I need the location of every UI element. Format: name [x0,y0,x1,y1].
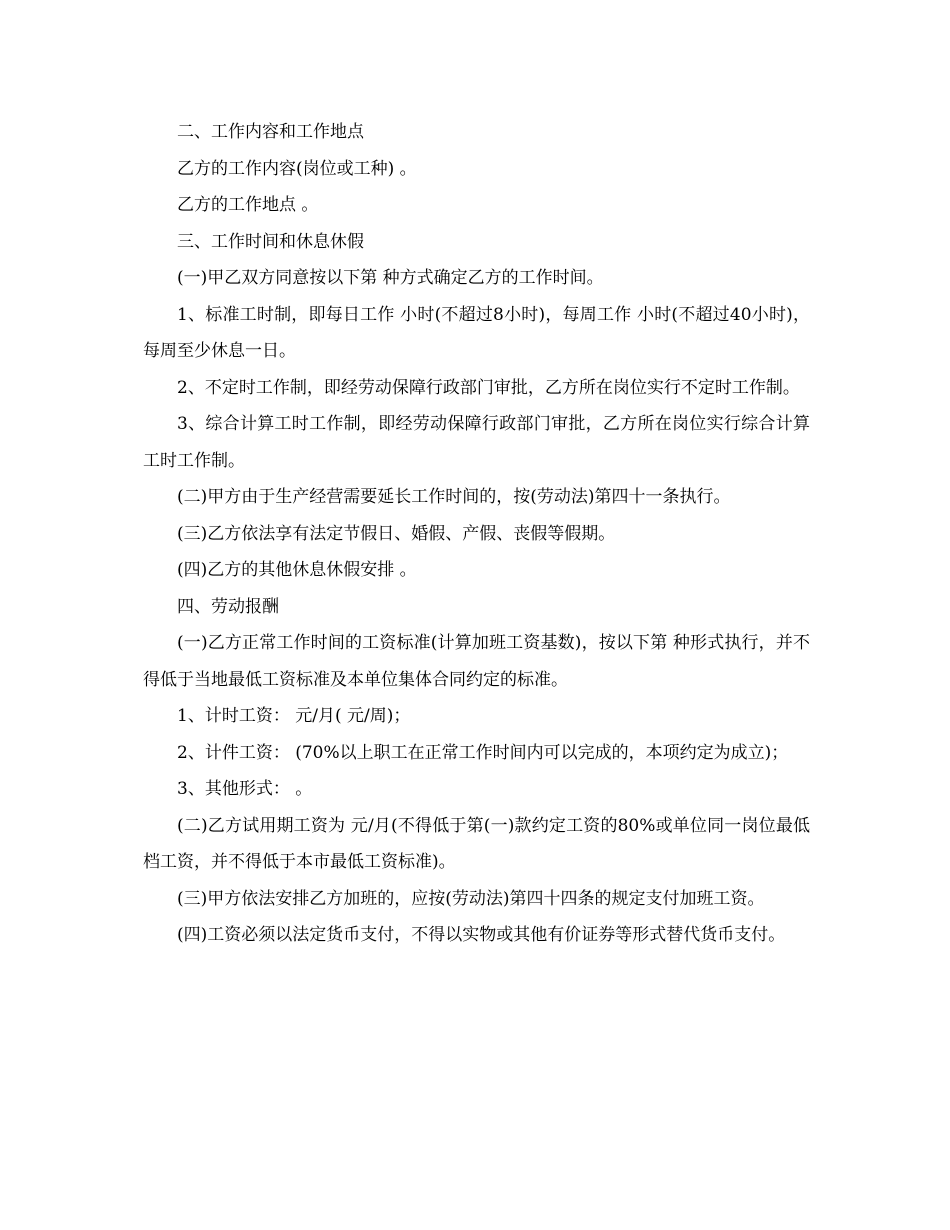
section-heading-work-hours: 三、工作时间和休息休假 [177,231,364,252]
paragraph-work-location: 乙方的工作地点 。 [177,195,319,215]
paragraph-work-content: 乙方的工作内容(岗位或工种) 。 [177,158,417,179]
section-heading-remuneration: 四、劳动报酬 [177,596,279,617]
paragraph-piece-wage: 2、计件工资： (70%以上职工在正常工作时间内可以完成的，本项约定为成立)； [177,742,789,763]
paragraph-statutory-holidays: (三)乙方依法享有法定节假日、婚假、产假、丧假等假期。 [177,523,616,544]
paragraph-comprehensive-hours: 3、综合计算工时工作制，即经劳动保障行政部门审批，乙方所在岗位实行综合计算工时工作制。 [143,414,810,471]
paragraph-probation-wage: (二)乙方试用期工资为 元/月(不得低于第(一)款约定工资的80%或单位同一岗位最低档工资，并不得低于本市最低工资标准)。 [143,815,810,872]
paragraph-work-hours-method: (一)甲乙双方同意按以下第 种方式确定乙方的工作时间。 [177,268,604,288]
paragraph-wage-standard: (一)乙方正常工作时间的工资标准(计算加班工资基数)，按以下第 种形式执行，并不得低于当地最低工资标准及本单位集体合同约定的标准。 [143,633,810,690]
paragraph-other-form: 3、其他形式： 。 [177,779,313,799]
paragraph-overtime-extension: (二)甲方由于生产经营需要延长工作时间的，按(劳动法)第四十一条执行。 [177,487,731,507]
paragraph-time-wage: 1、计时工资： 元/月( 元/周)； [177,706,411,726]
paragraph-flexible-hours: 2、不定时工作制，即经劳动保障行政部门审批，乙方所在岗位实行不定时工作制。 [177,377,800,398]
paragraph-other-leave: (四)乙方的其他休息休假安排 。 [177,560,417,580]
document-page [143,114,810,954]
paragraph-wage-currency: (四)工资必须以法定货币支付，不得以实物或其他有价证券等形式替代货币支付。 [177,925,786,945]
paragraph-overtime-pay: (三)甲方依法安排乙方加班的，应按(劳动法)第四十四条的规定支付加班工资。 [177,888,765,909]
paragraph-standard-hours: 1、标准工时制，即每日工作 小时(不超过8小时)，每周工作 小时(不超过40小时)，每周至少休息一日。 [143,304,810,361]
section-heading-work-content: 二、工作内容和工作地点 [177,122,364,142]
